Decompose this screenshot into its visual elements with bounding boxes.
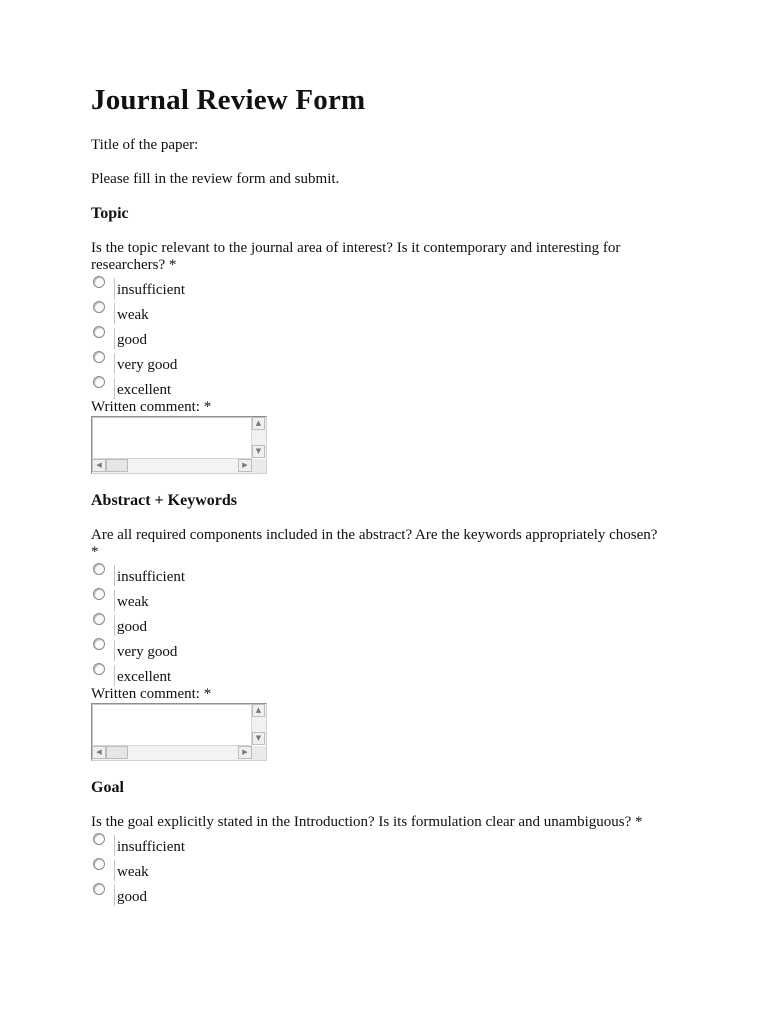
option-divider bbox=[114, 665, 115, 686]
vertical-scrollbar[interactable] bbox=[251, 417, 266, 458]
comment-label-topic: Written comment: * bbox=[91, 399, 212, 415]
option-label: insufficient bbox=[117, 569, 186, 585]
radio-button[interactable] bbox=[93, 326, 105, 338]
radio-button[interactable] bbox=[93, 638, 105, 650]
option-divider bbox=[114, 860, 115, 881]
radio-button[interactable] bbox=[93, 276, 105, 288]
scroll-up-icon[interactable]: ▲ bbox=[252, 417, 265, 430]
option-divider bbox=[114, 303, 115, 324]
scroll-thumb[interactable] bbox=[106, 459, 128, 472]
option-label: very good bbox=[117, 644, 178, 660]
option-abstract-good[interactable] bbox=[91, 619, 291, 644]
option-label: weak bbox=[117, 307, 149, 323]
option-divider bbox=[114, 835, 115, 856]
option-abstract-very-good[interactable] bbox=[91, 644, 291, 669]
scroll-up-icon[interactable]: ▲ bbox=[252, 704, 265, 717]
option-label: weak bbox=[117, 864, 149, 880]
paper-title-label: Title of the paper: bbox=[91, 137, 199, 153]
option-label: good bbox=[117, 619, 147, 635]
option-goal-weak[interactable] bbox=[91, 864, 291, 889]
radio-button[interactable] bbox=[93, 858, 105, 870]
comment-textarea-topic[interactable] bbox=[91, 416, 267, 474]
option-divider bbox=[114, 590, 115, 611]
scroll-down-icon[interactable]: ▼ bbox=[252, 732, 265, 745]
section-heading-goal: Goal bbox=[91, 779, 124, 796]
scroll-right-icon[interactable]: ▶ bbox=[238, 746, 252, 759]
radio-button[interactable] bbox=[93, 663, 105, 675]
radio-button[interactable] bbox=[93, 613, 105, 625]
scroll-left-icon[interactable]: ◀ bbox=[92, 746, 106, 759]
option-divider bbox=[114, 565, 115, 586]
section-heading-abstract: Abstract + Keywords bbox=[91, 492, 237, 509]
option-topic-weak[interactable] bbox=[91, 307, 291, 332]
option-label: insufficient bbox=[117, 839, 186, 855]
section-heading-topic: Topic bbox=[91, 205, 129, 222]
option-goal-insufficient[interactable] bbox=[91, 839, 291, 864]
option-topic-good[interactable] bbox=[91, 332, 291, 357]
question-topic: Is the topic relevant to the journal area of interest? Is it contemporary and interesting for researchers? * bbox=[91, 240, 621, 273]
radio-button[interactable] bbox=[93, 351, 105, 363]
option-divider bbox=[114, 615, 115, 636]
option-label: very good bbox=[117, 357, 178, 373]
option-divider bbox=[114, 353, 115, 374]
radio-button[interactable] bbox=[93, 301, 105, 313]
radio-button[interactable] bbox=[93, 563, 105, 575]
option-label: good bbox=[117, 889, 147, 905]
option-goal-good[interactable] bbox=[91, 889, 291, 914]
question-goal: Is the goal explicitly stated in the Introduction? Is its formulation clear and unambiguous? * bbox=[91, 814, 643, 830]
option-label: weak bbox=[117, 594, 149, 610]
horizontal-scrollbar[interactable] bbox=[92, 458, 252, 473]
vertical-scrollbar[interactable] bbox=[251, 704, 266, 745]
scroll-down-icon[interactable]: ▼ bbox=[252, 445, 265, 458]
radio-button[interactable] bbox=[93, 376, 105, 388]
option-divider bbox=[114, 378, 115, 399]
scroll-corner bbox=[252, 746, 266, 760]
option-label: excellent bbox=[117, 382, 172, 398]
option-divider bbox=[114, 640, 115, 661]
scroll-thumb[interactable] bbox=[106, 746, 128, 759]
radio-button[interactable] bbox=[93, 833, 105, 845]
option-divider bbox=[114, 885, 115, 906]
option-abstract-weak[interactable] bbox=[91, 594, 291, 619]
page-title: Journal Review Form bbox=[91, 84, 366, 116]
option-divider bbox=[114, 278, 115, 299]
question-abstract: Are all required components included in the abstract? Are the keywords appropriately chosen? * bbox=[91, 527, 658, 560]
option-label: good bbox=[117, 332, 147, 348]
radio-button[interactable] bbox=[93, 883, 105, 895]
scroll-right-icon[interactable]: ▶ bbox=[238, 459, 252, 472]
comment-textarea-abstract[interactable] bbox=[91, 703, 267, 761]
option-abstract-insufficient[interactable] bbox=[91, 569, 291, 594]
option-topic-insufficient[interactable] bbox=[91, 282, 291, 307]
radio-button[interactable] bbox=[93, 588, 105, 600]
horizontal-scrollbar[interactable] bbox=[92, 745, 252, 760]
instructions-text: Please fill in the review form and submit. bbox=[91, 171, 340, 187]
option-topic-very-good[interactable] bbox=[91, 357, 291, 382]
comment-label-abstract: Written comment: * bbox=[91, 686, 212, 702]
scroll-corner bbox=[252, 459, 266, 473]
option-label: insufficient bbox=[117, 282, 186, 298]
option-label: excellent bbox=[117, 669, 172, 685]
option-divider bbox=[114, 328, 115, 349]
scroll-left-icon[interactable]: ◀ bbox=[92, 459, 106, 472]
